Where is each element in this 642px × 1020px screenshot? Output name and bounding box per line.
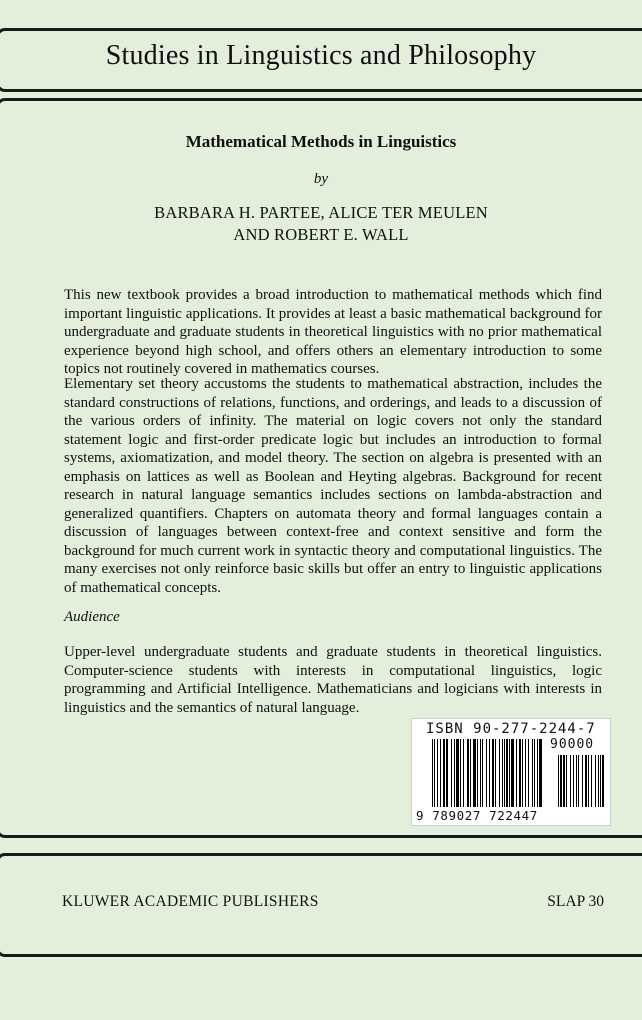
addon-barcode-bars	[558, 755, 604, 807]
barcode-bar	[460, 739, 461, 807]
by-line: by	[313, 171, 329, 187]
barcode-bar	[432, 739, 433, 807]
barcode-bar	[539, 739, 542, 807]
barcode-bar	[437, 739, 438, 807]
barcode-bar	[492, 739, 494, 807]
book-title: Mathematical Methods in Linguistics	[185, 132, 457, 151]
barcode-bar	[573, 755, 574, 807]
barcode-bar	[454, 739, 455, 807]
barcode-bar	[598, 755, 599, 807]
ean-number: 9 789027 722447	[416, 808, 538, 823]
barcode-bar	[467, 739, 469, 807]
barcode-bar	[528, 739, 529, 807]
description-paragraph-2: Elementary set theory accustoms the students to mathematical abstraction, includes the standard constructions of relations, functions, and orderings, and leads to a discussion of the various orders of infinity. The material on logic covers not only the standard statement logic and first-order predicate logic but includes an introduction to formal systems, axiomatization, and model theory. The section on algebra is presented with an emphasis on lattices as well as Boolean and Heyting algebras. Background for recent research in natural language semantics includes sections on lambda-abstraction and generalized quantifiers. Chapters on automata theory and formal languages contain a discussion of languages between context-free and context sensitive and form the background for much current work in syntactic theory and computational linguistics. The many exercises not only reinforce basic skills but offer an entry to linguistic applications of mathematical concepts.	[64, 376, 602, 596]
isbn-number: ISBN 90-277-2244-7	[426, 721, 596, 737]
barcode-bar	[440, 739, 441, 807]
audience-heading: Audience	[64, 609, 120, 625]
audience-paragraph: Upper-level undergraduate students and graduate students in theoretical linguistics. Computer-science students with interests in computational linguistics, logic programming and Artificial Intelligence. Mathematicians and logicians with interests in linguistics and the semantics of natural language.	[64, 644, 602, 716]
barcode-bar	[456, 739, 459, 807]
barcode-bar	[482, 739, 483, 807]
authors-line-1: BARBARA H. PARTEE, ALICE TER MEULEN	[154, 203, 488, 222]
barcode-bar	[522, 739, 523, 807]
publisher-name: KLUWER ACADEMIC PUBLISHERS	[62, 893, 319, 910]
barcode-bar	[451, 739, 452, 807]
barcode-bar	[477, 739, 478, 807]
description-paragraph-1: This new textbook provides a broad introduction to mathematical methods which find important linguistic applications. It provides at least a basic mathematical background for undergraduate and graduate students in theoretical linguistics with no prior mathematical experience beyond high school, and offers others an elementary introduction to some topics not routinely covered in mathematics courses.	[64, 287, 602, 377]
barcode-bar	[595, 755, 596, 807]
barcode-bar	[566, 755, 567, 807]
series-number: SLAP 30	[547, 893, 604, 910]
barcode-bar	[537, 739, 538, 807]
barcode-bar	[602, 755, 604, 807]
barcode-bar	[534, 739, 535, 807]
barcode-bar	[470, 739, 471, 807]
barcode-bar	[578, 755, 579, 807]
barcode-bar	[560, 755, 562, 807]
barcode-bar	[582, 755, 583, 807]
barcode-bar	[463, 739, 464, 807]
barcode-bar	[600, 755, 601, 807]
authors-line-2: AND ROBERT E. WALL	[233, 225, 409, 244]
ean-barcode-bars	[432, 739, 544, 807]
barcode-bar	[588, 755, 589, 807]
barcode-bar	[511, 739, 514, 807]
barcode-bar	[506, 739, 508, 807]
barcode-bar	[576, 755, 577, 807]
barcode-bar	[591, 755, 592, 807]
barcode-bar	[443, 739, 445, 807]
barcode-bar	[570, 755, 571, 807]
barcode-bar	[504, 739, 505, 807]
barcode-bar	[519, 739, 521, 807]
barcode-bar	[502, 739, 503, 807]
barcode-bar	[473, 739, 476, 807]
barcode-bar	[532, 739, 533, 807]
barcode-bar	[516, 739, 517, 807]
barcode-bar	[489, 739, 490, 807]
isbn-barcode	[411, 718, 611, 826]
barcode-bar	[558, 755, 559, 807]
barcode-bar	[446, 739, 448, 807]
barcode-bar	[486, 739, 487, 807]
barcode-bar	[499, 739, 500, 807]
price-addon-number: 90000	[550, 737, 595, 752]
series-title: Studies in Linguistics and Philosophy	[105, 40, 537, 71]
barcode-bar	[563, 755, 565, 807]
barcode-bar	[480, 739, 481, 807]
barcode-bar	[585, 755, 587, 807]
barcode-bar	[525, 739, 526, 807]
barcode-bar	[495, 739, 496, 807]
barcode-bar	[434, 739, 435, 807]
barcode-bar	[509, 739, 510, 807]
